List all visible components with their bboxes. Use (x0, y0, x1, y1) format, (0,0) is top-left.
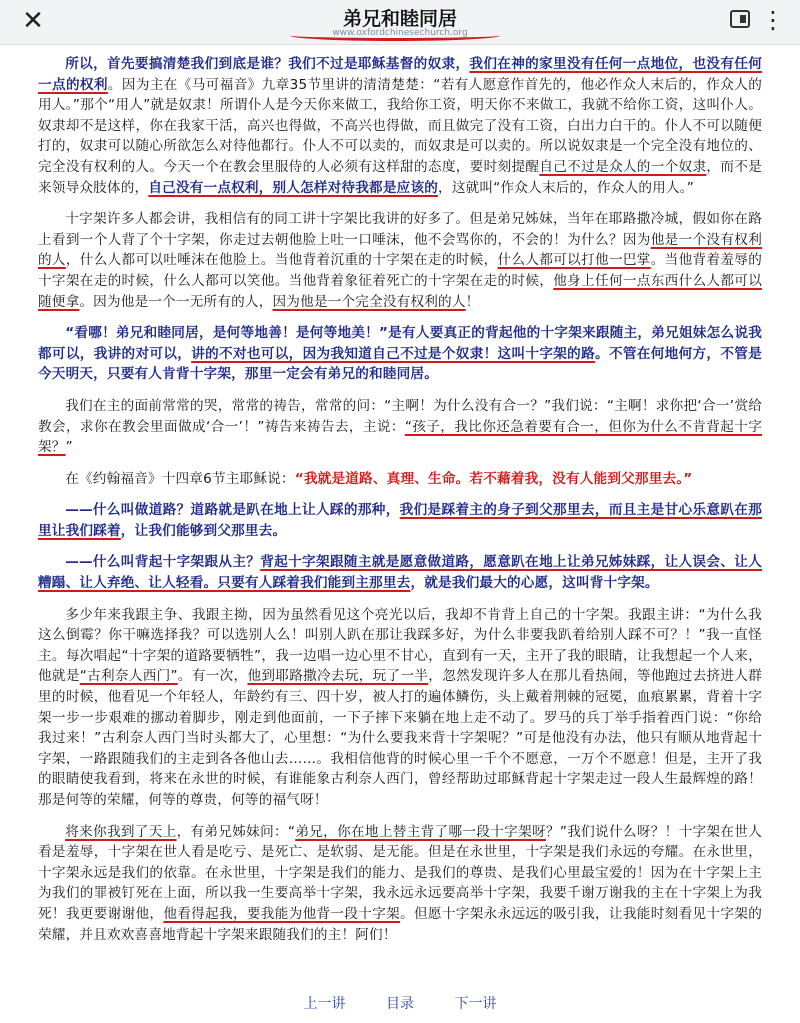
paragraph-6: ——什么叫做道路？道路就是趴在地上让人踩的那种，我们是踩着主的身子到父那里去，而且主是甘心乐意趴在那里让我们踩着，让我们能够到父那里去。 (38, 502, 762, 539)
footer-nav (0, 993, 800, 1013)
paragraph-5: 在《约翰福音》十四章6节主耶稣说：“我就是道路、真理、生命。若不藉着我，没有人能到父那里去。” (65, 470, 693, 487)
paragraph-1: 所以，首先要搞清楚我们到底是谁？我们不过是耶稣基督的奴隶，我们在神的家里没有任何一点地位，也没有任何一点的权利。因为主在《马可福音》九章35节里讲的清清楚楚：“若有人愿意作首先的，他必作众人末后的，作众人的用人。”那个“用人”就是奴隶！所谓仆人是今天你来做工，我给你工资，明天你不来做工，我就不给你工资，这叫仆人。奴隶却不是这样，你在我家干活，高兴也得做，不高兴也得做，而且做完了没有工资，白出力白干的。仆人不可以随便打的，奴隶可以随心所欲怎么对待他都行。仆人不可以卖的，而奴隶是可以卖的。所以说奴隶是一个完全没有地位的、完全没有权利的人。今天一个在教会里服侍的人必须有这样甜的态度，要时刻提醒自己不过是众人的一个奴隶，而不是来领导众肢体的，自己没有一点权利，别人怎样对待我都是应该的，这就叫“作众人末后的，作众人的用人。” (38, 56, 763, 196)
paragraph-2: 十字架许多人都会讲，我相信有的同工讲十字架比我讲的好多了。但是弟兄姊妹，当年在耶路撒冷城，假如你在路上看到一个人背了个十字架，你走过去朝他脸上吐一口唾沫，他不会骂你的，不会的！为什么？因为他是一个没有权利的人，什么人都可以吐唾沫在他脸上。当他背着沉重的十字架在走的时候，什么人都可以打他一巴掌。当他背着羞辱的十字架在走的时候，什么人都可以笑他。当他背着象征着死亡的十字架在走的时候，他身上任何一点东西什么人都可以随便拿。因为他是一个一无所有的人，因为他是一个完全没有权利的人！ (38, 211, 763, 310)
paragraph-3: “看哪！弟兄和睦同居，是何等地善！是何等地美！”是有人要真正的背起他的十字架来跟随主，弟兄姐妹怎么说我都可以，我讲的对可以，讲的不对也可以，因为我知道自己不过是个奴隶！这叫十字架的路。不管在何地何方，不管是今天明天，只要有人肯背十字架，那里一定会有弟兄的和睦同居。 (38, 325, 762, 383)
table-of-contents-link[interactable]: 目录 (386, 996, 414, 1012)
paragraph-9: 将来你我到了天上，有弟兄姊妹问：“弟兄，你在地上替主背了哪一段十字架呀？”我们说什么呀？！十字架在世人看是羞辱，十字架在世人看是吃亏、是死亡、是软弱、是无能。但是在永世里，十字架是我们永远的夸耀。在永世里，十字架永远是我们的依靠。在永世里，十字架是我们的能力、是我们的尊贵、是我们心里最宝爱的！因为在十字架上主为我们的罪被钉死在上面，所以我一生要高举十字架，我永远永远要高举十字架，我要千谢万谢我的主在十字架上为我死！我更要谢谢他，他看得起我，要我能为他背一段十字架。但愿十字架永永远远的吸引我，让我能时刻看见十字架的荣耀，并且欢欢喜喜地背起十字架来跟随我们的主！阿们！ (38, 823, 762, 943)
prev-lecture-link[interactable]: 上一讲 (303, 996, 346, 1012)
more-icon[interactable]: ⋮ (761, 6, 786, 34)
next-lecture-link[interactable]: 下一讲 (454, 996, 497, 1012)
top-bar (0, 0, 800, 45)
close-icon[interactable]: ✕ (22, 6, 44, 36)
paragraph-7: ——什么叫背起十字架跟从主？背起十字架跟随主就是愿意做道路，愿意趴在地上让弟兄姊妹踩，让人误会、让人糟蹋、让人弃绝、让人轻看。只要有人踩着我们能到主那里去，就是我们最大的心愿，这叫背十字架。 (38, 554, 762, 592)
article-body (38, 54, 762, 956)
page-url: www.oxfordchinesechurch.org (332, 28, 468, 38)
split-view-icon[interactable] (730, 10, 750, 28)
paragraph-8: 多少年来我跟主争、我跟主拗，因为虽然看见这个亮光以后，我却不肯背上自己的十字架。我跟主讲：“为什么我这么倒霉？你干嘛选择我？可以选别人么！叫别人趴在那让我踩多好，为什么非要我趴着给别人踩不可？！”我一直怪主。每次唱起“十字架的道路要牺牲”，我一边唱一边心里不甘心，直到有一天，主开了我的眼睛，让我想起一个人来，他就是“古利奈人西门”。有一次，他到耶路撒冷去玩，玩了一半，忽然发现许多人在那儿看热闹，等他跑过去挤进人群里的时候，他看见一个年轻人，年龄约有三、四十岁，被人打的遍体鳞伤，头上戴着荆棘的冠冕，血痕累累，背着十字架一步一步艰难的挪动着脚步，刚走到他面前，一下子摔下来躺在地上走不动了。罗马的兵丁举手指着西门说：“你给我过来！”古利奈人西门当时头都大了，心里想：“为什么要我来背十字架呢？”可是他没有办法，他只有顺从地背起十字架，一路跟随我们的主走到各各他山去……。我相信他背的时候心里一千个不愿意，一万个不愿意！但是，主开了我的眼睛使我看到，将来在永世的时候，有谁能象古利奈人西门，曾经帮助过耶稣背起十字架走过一段人生最辉煌的路！那是何等的荣耀，何等的尊贵，何等的福气呀！ (38, 606, 762, 808)
paragraph-4: 我们在主的面前常常的哭，常常的祷告，常常的问：“主啊！为什么没有合一？”我们说：“主啊！求你把‘合一’赏给教会，求你在教会里面做成‘合一’！”祷告来祷告去，主说：“孩子，我比你还急着要有合一，但你为什么不肯背起十字架？” (38, 397, 762, 456)
page-title: 弟兄和睦同居 (342, 8, 457, 30)
